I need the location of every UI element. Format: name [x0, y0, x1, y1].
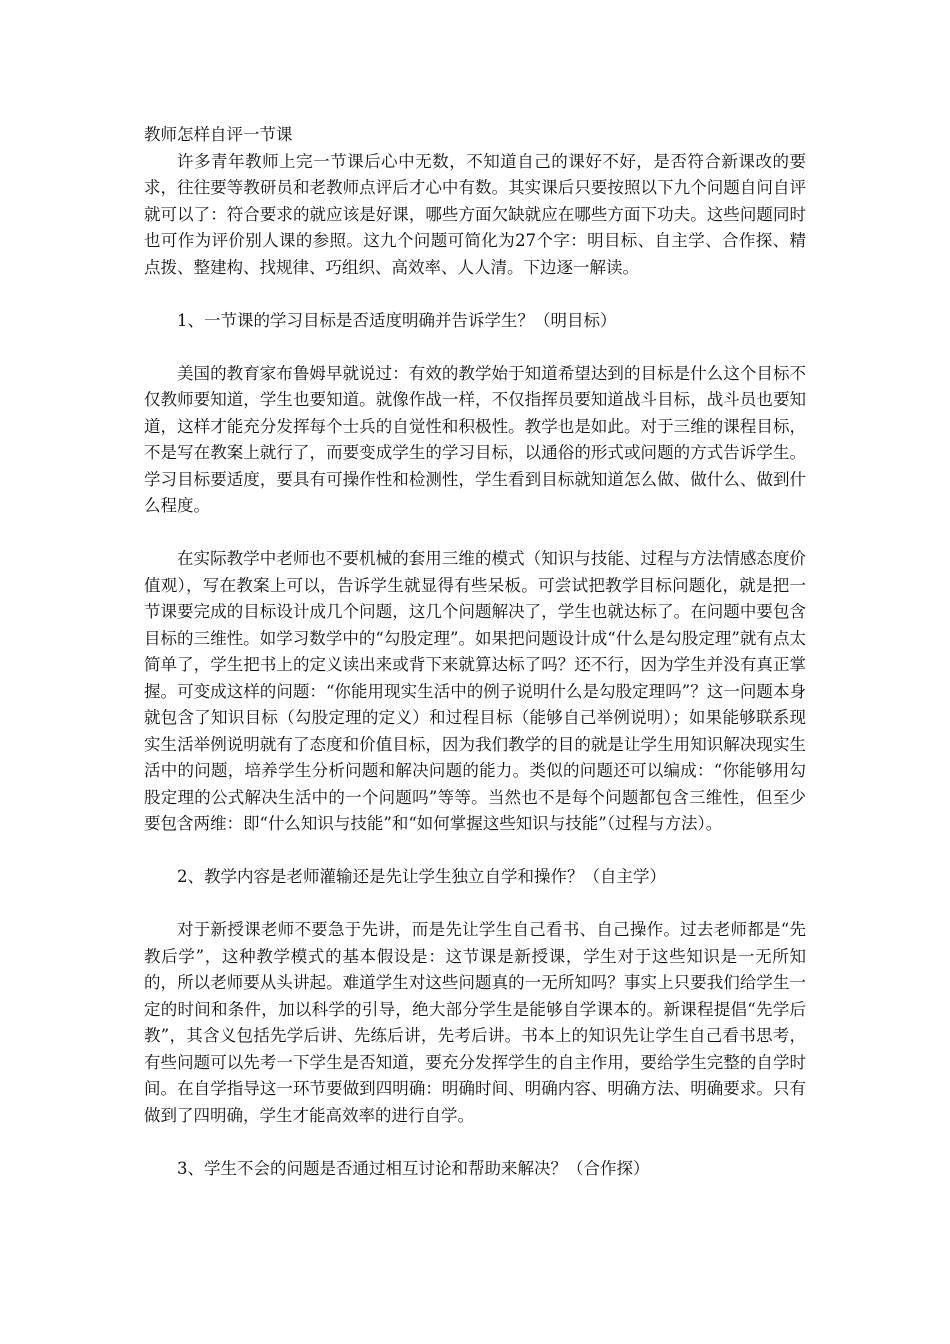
- document-body: [144, 149, 806, 1183]
- paragraph: 许多青年教师上完一节课后心中无数，不知道自己的课好不好，是否符合新课改的要求，往往要等教研员和老教师点评后才心中有数。其实课后只要按照以下九个问题自问自评就可以了：符合要求的就应该是好课，哪些方面欠缺就应在哪些方面下功夫。这些问题同时也可作为评价别人课的参照。这九个问题可简化为27个字：明目标、自主学、合作探、精点拨、整建构、找规律、巧组织、高效率、人人清。下边逐一解读。: [144, 151, 806, 277]
- document-title: 教师怎样自评一节课: [144, 125, 293, 144]
- paragraph: 美国的教育家布鲁姆早就说过：有效的教学始于知道希望达到的目标是什么这个目标不仅教师要知道，学生也要知道。就像作战一样，不仅指挥员要知道战斗目标，战斗员也要知道，这样才能充分发挥每个士兵的自觉性和积极性。教学也是如此。对于三维的课程目标，不是写在教案上就行了，而要变成学生的学习目标，以通俗的形式或问题的方式告诉学生。学习目标要适度，要具有可操作性和检测性，学生看到目标就知道怎么做、做什么、做到什么程度。: [144, 363, 806, 515]
- paragraph: 在实际教学中老师也不要机械的套用三维的模式（知识与技能、过程与方法情感态度价值观），写在教案上可以，告诉学生就显得有些呆板。可尝试把教学目标问题化，就是把一节课要完成的目标设计成几个问题，这几个问题解决了，学生也就达标了。在问题中要包含目标的三维性。如学习数学中的“勾股定理”。如果把问题设计成“什么是勾股定理”就有点太简单了，学生把书上的定义读出来或背下来就算达标了吗？还不行，因为学生并没有真正掌握。可变成这样的问题：“你能用现实生活中的例子说明什么是勾股定理吗”？这一问题本身就包含了知识目标（勾股定理的定义）和过程目标（能够自己举例说明）；如果能够联系现实生活举例说明就有了态度和价值目标，因为我们教学的目的就是让学生用知识解决现实生活中的问题，培养学生分析问题和解决问题的能力。类似的问题还可以编成：“你能够用勾股定理的公式解决生活中的一个问题吗”等等。当然也不是每个问题都包含三维性，但至少要包含两维：即“什么知识与技能”和“如何掌握这些知识与技能”（过程与方法）。: [144, 549, 806, 833]
- blank-line: [144, 334, 806, 361]
- section-heading: 2、教学内容是老师灌输还是先让学生独立自学和操作？（自主学）: [177, 867, 666, 886]
- blank-line: [144, 838, 806, 865]
- section-heading: 3、学生不会的问题是否通过相互讨论和帮助来解决？（合作探）: [177, 1158, 650, 1178]
- document-page: [144, 122, 806, 1182]
- blank-line: [144, 520, 806, 547]
- blank-line: [144, 1129, 806, 1156]
- blank-line: [144, 891, 806, 918]
- section-heading: 1、一节课的学习目标是否适度明确并告诉学生？（明目标）: [177, 310, 617, 330]
- paragraph: 对于新授课老师不要急于先讲，而是先让学生自己看书、自己操作。过去老师都是“先教后学”，这种教学模式的基本假设是：这节课是新授课，学生对于这些知识是一无所知的，所以老师要从头讲起。难道学生对这些问题真的一无所知吗？事实上只要我们给学生一定的时间和条件，加以科学的引导，绝大部分学生是能够自学课本的。新课程提倡“先学后教”，其含义包括先学后讲、先练后讲，先考后讲。书本上的知识先让学生自己看书思考，有些问题可以先考一下学生是否知道，要充分发挥学生的自主作用，要给学生完整的自学时间。在自学指导这一环节要做到四明确：明确时间、明确内容、明确方法、明确要求。只有做到了四明确，学生才能高效率的进行自学。: [144, 920, 806, 1125]
- blank-line: [144, 281, 806, 308]
